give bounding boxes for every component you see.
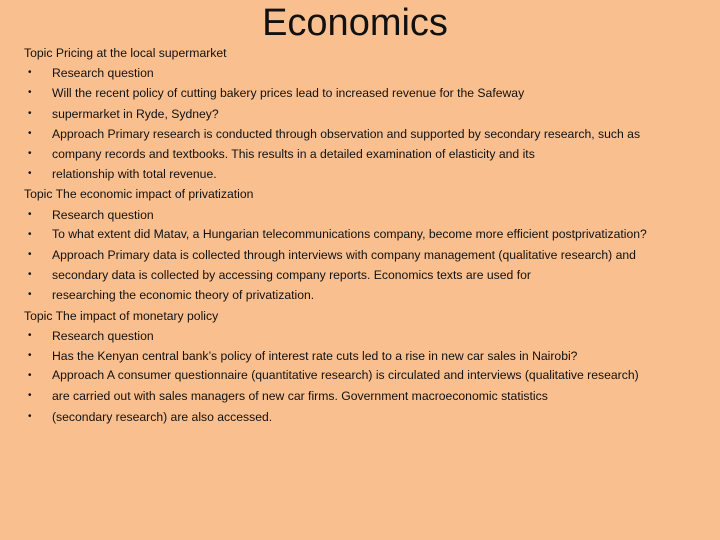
bullet-icon: • [28, 249, 32, 261]
bullet-text: company records and textbooks. This results in a detailed examination of elasticity and its [52, 147, 535, 162]
bullet-item [24, 83, 696, 103]
slide-title: Economics [262, 2, 448, 44]
bullet-icon: • [28, 148, 32, 160]
bullet-icon: • [28, 208, 32, 220]
bullet-item [24, 164, 696, 184]
bullet-icon: • [28, 87, 32, 99]
topic-text: Topic Pricing at the local supermarket [24, 46, 227, 60]
bullet-item [24, 386, 696, 406]
bullet-icon: • [28, 289, 32, 301]
bullet-item [24, 144, 696, 164]
bullet-text: Research question [52, 66, 154, 81]
bullet-item [24, 346, 696, 366]
bullet-icon: • [28, 228, 32, 240]
bullet-text: supermarket in Ryde, Sydney? [52, 106, 219, 121]
bullet-item [24, 326, 696, 346]
bullet-text: researching the economic theory of privatization. [52, 288, 315, 303]
topic-heading [24, 184, 696, 204]
bullet-text: Approach A consumer questionnaire (quantitative research) is circulated and interviews (qualitative research) [52, 368, 639, 383]
topic-heading [24, 306, 696, 326]
bullet-text: To what extent did Matav, a Hungarian telecommunications company, become more efficient postprivatization? [52, 226, 647, 241]
bullet-text: Approach Primary research is conducted through observation and supported by secondary research, such as [52, 126, 641, 141]
bullet-icon: • [28, 269, 32, 281]
topic-text: Topic The impact of monetary policy [24, 308, 219, 323]
bullet-item [24, 265, 696, 285]
bullet-text: Will the recent policy of cutting bakery prices lead to increased revenue for the Safeway [52, 86, 525, 101]
bullet-icon: • [28, 168, 32, 180]
bullet-item [24, 63, 696, 83]
bullet-item [24, 225, 696, 245]
topic-heading [24, 43, 696, 63]
bullet-text: Has the Kenyan central bank’s policy of interest rate cuts led to a rise in new car sales in Nairobi? [52, 349, 578, 364]
bullet-text: Research question [52, 207, 154, 222]
bullet-item [24, 407, 696, 427]
bullet-text: (secondary research) are also accessed. [52, 409, 273, 424]
bullet-icon: • [28, 67, 32, 79]
bullet-text: secondary data is collected by accessing company reports. Economics texts are used for [52, 268, 531, 283]
bullet-icon: • [28, 410, 32, 422]
bullet-icon: • [28, 329, 32, 341]
bullet-item [24, 285, 696, 305]
bullet-item [24, 245, 696, 265]
bullet-item [24, 104, 696, 124]
bullet-text: relationship with total revenue. [52, 167, 217, 182]
bullet-item [24, 366, 696, 386]
bullet-icon: • [28, 350, 32, 362]
bullet-text: Research question [52, 328, 154, 343]
bullet-item [24, 205, 696, 225]
bullet-icon: • [28, 370, 32, 382]
bullet-text: are carried out with sales managers of new car firms. Government macroeconomic statistics [52, 389, 548, 404]
bullet-icon: • [28, 127, 32, 139]
bullet-text: Approach Primary data is collected through interviews with company management (qualitative research) and [52, 248, 636, 263]
bullet-icon: • [28, 390, 32, 402]
bullet-icon: • [28, 107, 32, 119]
topic-text: Topic The economic impact of privatization [24, 187, 254, 202]
slide-body [24, 43, 696, 427]
bullet-item [24, 124, 696, 144]
